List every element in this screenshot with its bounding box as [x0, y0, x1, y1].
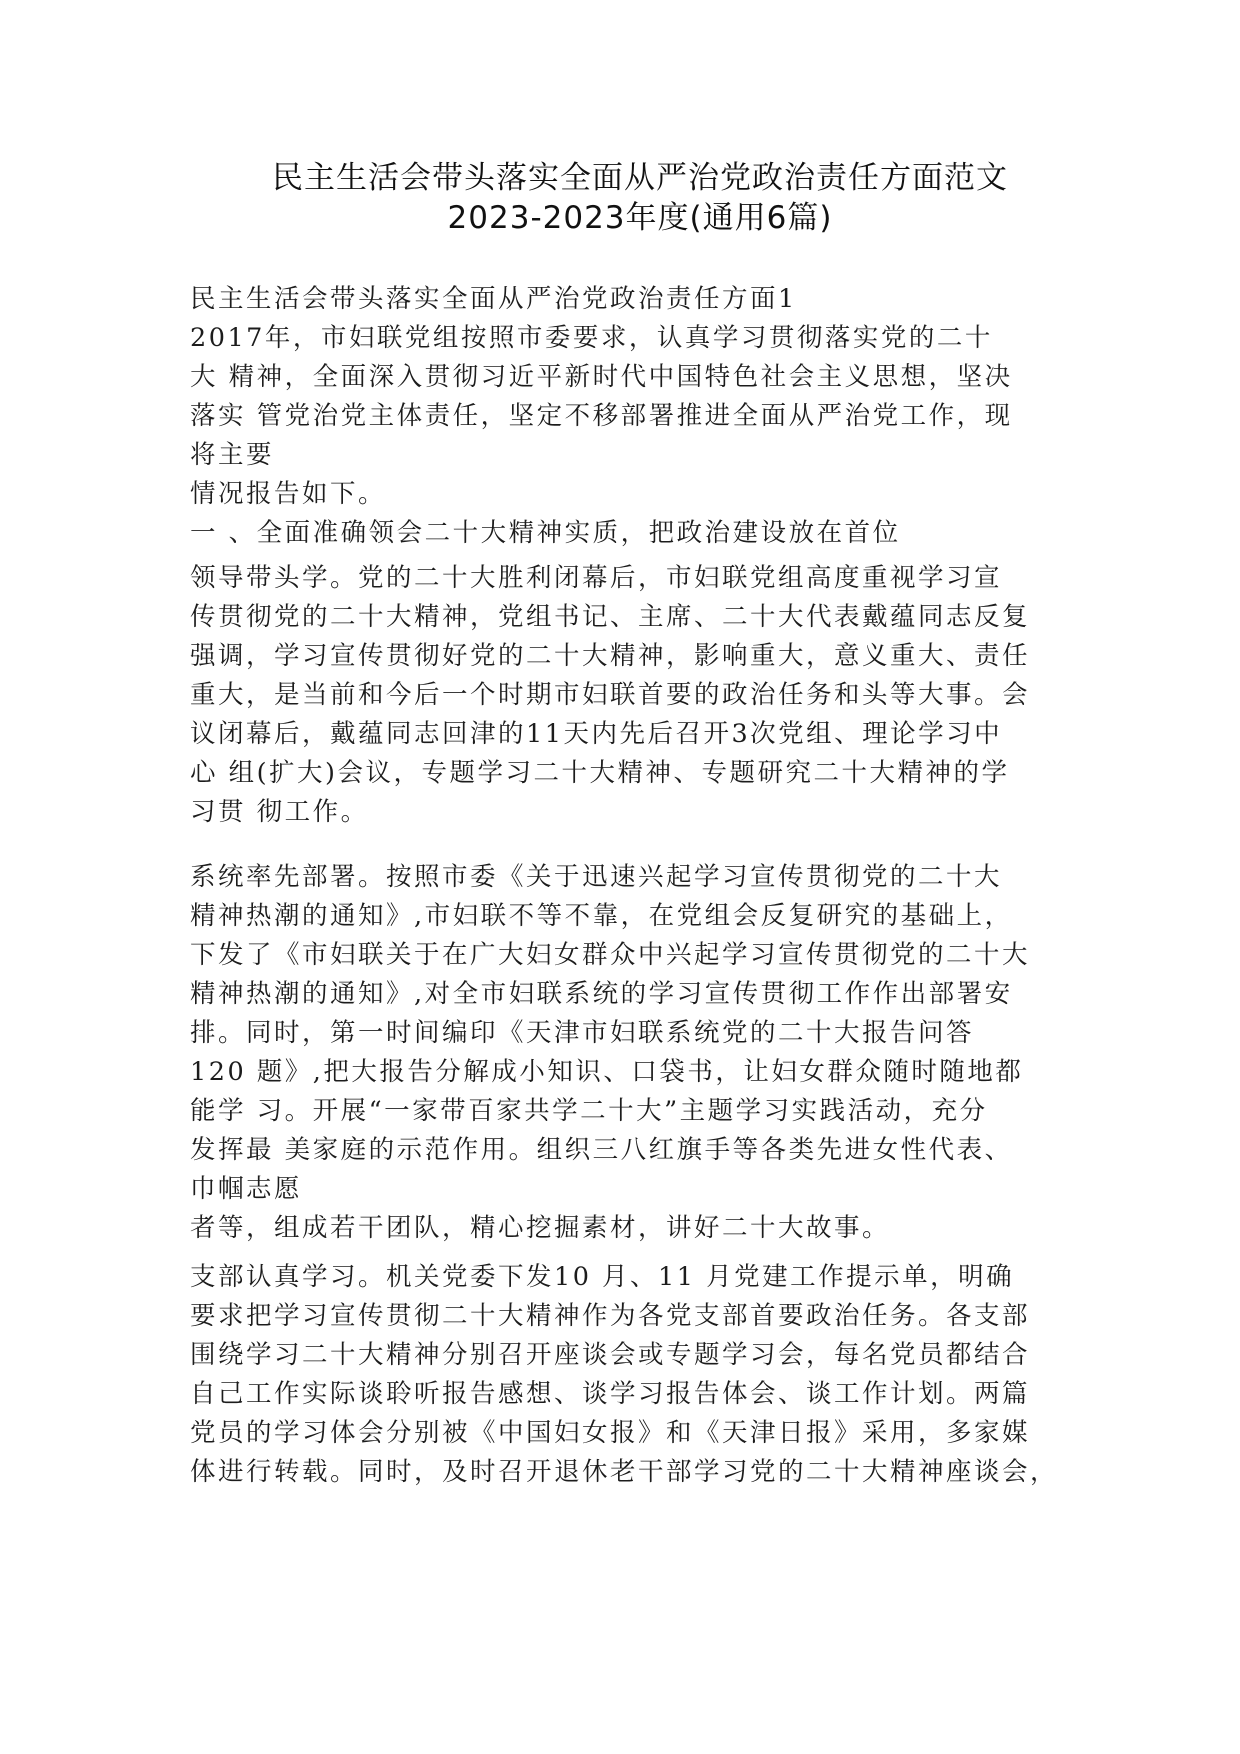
paragraph-line: 者等，组成若干团队，精心挖掘素材，讲好二十大故事。	[190, 1213, 891, 1243]
document-title-line-2: 2023-2023年度(通用6篇)	[447, 200, 833, 236]
paragraph-line: 巾帼志愿	[190, 1174, 303, 1204]
paragraph-line: 议闭幕后，戴蕴同志回津的11天内先后召开3次党组、理论学习中	[190, 719, 1003, 749]
paragraph-line: 下发了《市妇联关于在广大妇女群众中兴起学习宣传贯彻党的二十大	[190, 940, 1031, 970]
paragraph-line: 支部认真学习。机关党委下发10 月、11 月党建工作提示单，明确	[190, 1262, 1015, 1292]
paragraph-line: 围绕学习二十大精神分别召开座谈会或专题学习会，每名党员都结合	[190, 1340, 1031, 1370]
paragraph-line: 大 精神，全面深入贯彻习近平新时代中国特色社会主义思想，坚决	[190, 362, 1013, 392]
paragraph-line: 强调，学习宣传贯彻好党的二十大精神，影响重大，意义重大、责任	[190, 641, 1031, 671]
paragraph-line: 自己工作实际谈聆听报告感想、谈学习报告体会、谈工作计划。两篇	[190, 1379, 1031, 1409]
paragraph-1	[190, 319, 1070, 514]
paragraph-line: 精神热潮的通知》,市妇联不等不靠，在党组会反复研究的基础上，	[190, 901, 1013, 931]
paragraph-line: 党员的学习体会分别被《中国妇女报》和《天津日报》采用，多家媒	[190, 1418, 1031, 1448]
document-title-line-1: 民主生活会带头落实全面从严治党政治责任方面范文	[272, 160, 1008, 196]
paragraph-line: 习贯 彻工作。	[190, 797, 369, 827]
paragraph-line: 情况报告如下。	[190, 479, 387, 509]
paragraph-line: 传贯彻党的二十大精神，党组书记、主席、二十大代表戴蕴同志反复	[190, 602, 1031, 632]
section-heading: 民主生活会带头落实全面从严治党政治责任方面1	[190, 284, 797, 314]
paragraph-line: 重大，是当前和今后一个时期市妇联首要的政治任务和头等大事。会	[190, 680, 1031, 710]
heading-1: 一 、全面准确领会二十大精神实质，把政治建设放在首位	[190, 518, 901, 548]
paragraph-line: 120 题》,把大报告分解成小知识、口袋书，让妇女群众随时随地都	[190, 1057, 1024, 1087]
paragraph-line: 体进行转载。同时，及时召开退休老干部学习党的二十大精神座谈会，	[190, 1457, 1059, 1487]
paragraph-line: 心 组(扩大)会议，专题学习二十大精神、专题研究二十大精神的学	[190, 758, 1010, 788]
paragraph-line: 落实 管党治党主体责任，坚定不移部署推进全面从严治党工作，现	[190, 401, 1013, 431]
paragraph-3	[190, 858, 1070, 1248]
paragraph-line: 排。同时，第一时间编印《天津市妇联系统党的二十大报告问答	[190, 1018, 975, 1048]
paragraph-line: 能学 习。开展“一家带百家共学二十大”主题学习实践活动，充分	[190, 1096, 988, 1126]
paragraph-2	[190, 559, 1070, 832]
document-body	[190, 280, 1070, 1492]
paragraph-line: 领导带头学。党的二十大胜利闭幕后，市妇联党组高度重视学习宣	[190, 563, 1003, 593]
paragraph-4	[190, 1258, 1070, 1492]
paragraph-line: 精神热潮的通知》,对全市妇联系统的学习宣传贯彻工作作出部署安	[190, 979, 1013, 1009]
paragraph-line: 2017年，市妇联党组按照市委要求，认真学习贯彻落实党的二十	[190, 323, 993, 353]
paragraph-line: 将主要	[190, 440, 275, 470]
paragraph-line: 要求把学习宣传贯彻二十大精神作为各党支部首要政治任务。各支部	[190, 1301, 1031, 1331]
paragraph-line: 发挥最 美家庭的示范作用。组织三八红旗手等各类先进女性代表、	[190, 1135, 1013, 1165]
paragraph-line: 系统率先部署。按照市委《关于迅速兴起学习宣传贯彻党的二十大	[190, 862, 1003, 892]
